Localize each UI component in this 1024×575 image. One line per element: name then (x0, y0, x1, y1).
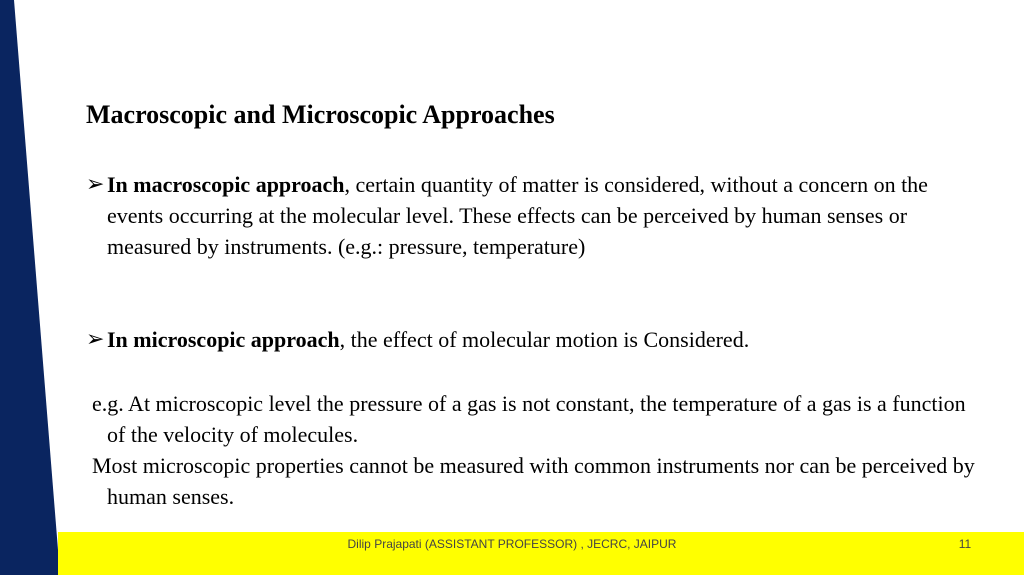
properties-paragraph: Most microscopic properties cannot be measured with common instruments nor can be perceived by human senses. (92, 453, 975, 509)
footer-author: Dilip Prajapati (ASSISTANT PROFESSOR) , JECRC, JAIPUR (347, 537, 677, 551)
arrow-bullet-icon: ➢ (86, 327, 105, 352)
bullet-macroscopic (86, 169, 966, 262)
bullet-microscopic (86, 324, 966, 355)
page-number: 11 (958, 537, 972, 551)
example-paragraph: e.g. At microscopic level the pressure of a gas is not constant, the temperature of a gas is a function of the velocity of molecules. (92, 391, 966, 447)
bullet-text: , the effect of molecular motion is Considered. (339, 327, 750, 352)
slide-title: Macroscopic and Microscopic Approaches (86, 100, 555, 129)
bullet-text: , certain quantity of matter is considered, without a concern on the events occurring at the molecular level. These effects can be perceived by human senses or measured by instruments. (e.g.: pressure, temperature) (107, 172, 928, 259)
arrow-bullet-icon: ➢ (86, 172, 105, 197)
decorative-side-band (0, 0, 60, 575)
bullet-heading: In microscopic approach (107, 327, 340, 352)
bullet-heading: In macroscopic approach (107, 172, 345, 197)
